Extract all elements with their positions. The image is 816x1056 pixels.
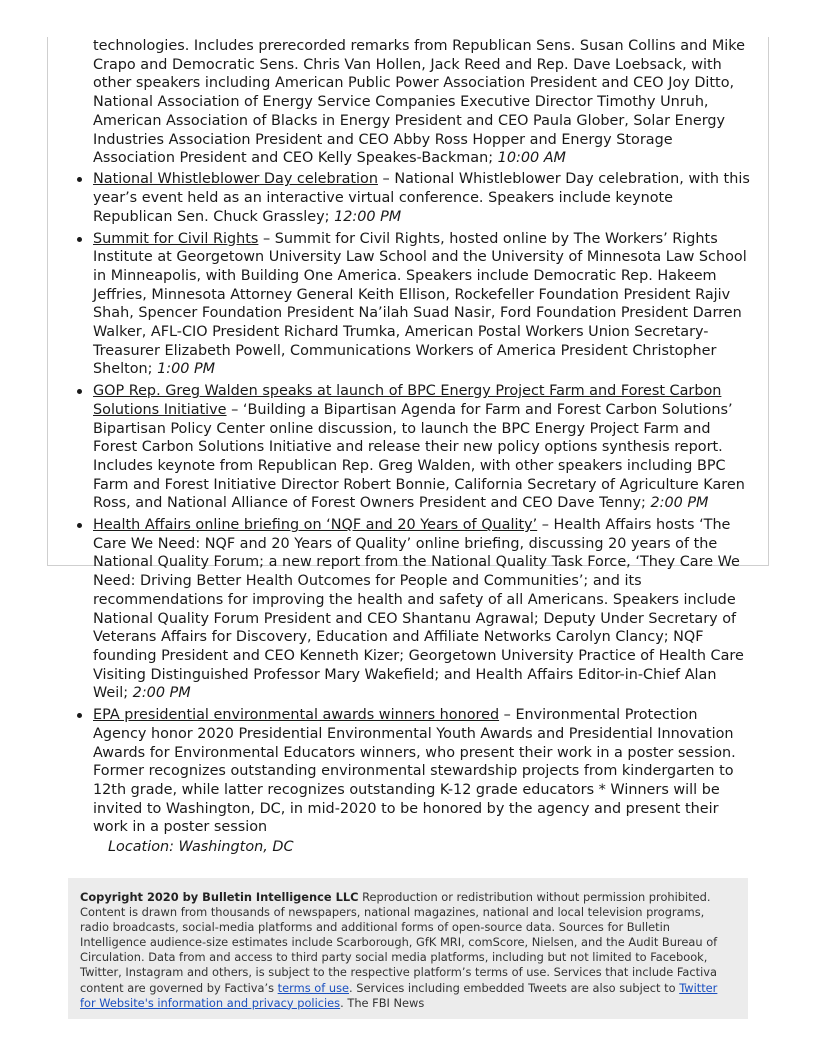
event-time: 12:00 PM	[334, 208, 402, 225]
event-description: – Health Affairs hosts ‘The Care We Need: NQF and 20 Years of Quality’ online briefing, discussing 20 years of the National Quality Forum; a new report from the National Quality Task Force, ‘They Care We Need: Driving Better Health Outcomes for People and Communities’; and its recommendations for improving the health and safety of all Americans. Speakers include National Quality Forum President and CEO Shantanu Agrawal; Deputy Under Secretary of Veterans Affairs for Discovery, Education and Affiliate Networks Carolyn Clancy; NQF founding President and CEO Kenneth Kizer; Georgetown University Practice of Health Care Visiting Distinguished Professor Mary Wakefield; and Health Affairs Editor-in-Chief Alan Weil;	[93, 517, 744, 702]
event-list	[93, 170, 753, 856]
terms-of-use-link[interactable]: terms of use	[277, 980, 350, 995]
event-link[interactable]: Health Affairs online briefing on ‘NQF and 20 Years of Quality’	[93, 517, 538, 534]
event-time: 1:00 PM	[157, 361, 216, 378]
event-description: – Summit for Civil Rights, hosted online by The Workers’ Rights Institute at Georgetown University Law School and the University of Minnesota Law School in Minneapolis, with Building One America. Speakers include Democratic Rep. Hakeem Jeffries, Minnesota Attorney General Keith Ellison, Rockefeller Foundation President Rajiv Shah, Spencer Foundation President Na’ilah Suad Nasir, Ford Foundation President Darren Walker, AFL-CIO President Richard Trumka, American Postal Workers Union Secretary-Treasurer Elizabeth Powell, Communications Workers of America President Christopher Shelton;	[93, 230, 747, 378]
footer-text: Reproduction or redistribution without permission prohibited. Content is drawn from thousands of newspapers, national magazines, national and local television programs, radio broadcasts, social-media platforms and additional forms of open-source data. Sources for Bulletin Intelligence audience-size estimates include Scarborough, GfK MRI, comScore, Nielsen, and the Audit Bureau of Circulation. Data from and access to third party social media platforms, including but not limited to Facebook, Twitter, Instagram and others, is subject to the respective platform’s terms of use. Services that include Factiva content are governed by Factiva’s	[80, 890, 718, 995]
event-description: – Environmental Protection Agency honor 2020 Presidential Environmental Youth Awards and Presidential Innovation Awards for Environmental Educators winners, who present their work in a poster session. Former recognizes outstanding environmental stewardship projects from kindergarten to 12th grade, while latter recognizes outstanding K-12 grade educators * Winners will be invited to Washington, DC, in mid-2020 to be honored by the agency and present their work in a poster session	[93, 707, 736, 836]
copyright-holder: Copyright 2020 by Bulletin Intelligence LLC	[80, 890, 359, 904]
event-time: 10:00 AM	[497, 150, 566, 167]
event-link[interactable]: GOP Rep. Greg Walden speaks at launch of BPC Energy Project Farm and Forest Carbon Solutions Initiative	[93, 383, 722, 418]
event-time: 2:00 PM	[650, 495, 709, 512]
event-description: – National Whistleblower Day celebration, with this year’s event held as an interactive virtual conference. Speakers include keynote Republican Sen. Chuck Grassley;	[93, 171, 750, 225]
list-item	[93, 706, 753, 857]
lead-text: technologies. Includes prerecorded remarks from Republican Sens. Susan Collins and Mike Crapo and Democratic Sens. Chris Van Hollen, Jack Reed and Rep. Dave Loebsack, with other speakers including American Public Power Association President and CEO Joy Ditto, National Association of Energy Service Companies Executive Director Timothy Unruh, American Association of Blacks in Energy President and CEO Paula Glober, Solar Energy Industries Association President and CEO Abby Ross Hopper and Energy Storage Association President and CEO Kelly Speakes-Backman;	[93, 38, 745, 167]
twitter-policy-link[interactable]: Twitter for Website's information and privacy policies	[80, 980, 718, 1010]
list-item	[93, 516, 753, 703]
copyright-footer	[68, 878, 748, 1019]
event-location: Location: Washington, DC	[108, 839, 294, 856]
event-link[interactable]: EPA presidential environmental awards winners honored	[93, 707, 500, 724]
list-item	[93, 170, 753, 226]
list-item	[93, 230, 753, 380]
list-item	[93, 382, 753, 513]
event-time: 2:00 PM	[132, 685, 191, 702]
event-link[interactable]: National Whistleblower Day celebration	[93, 171, 378, 188]
lead-paragraph	[93, 37, 753, 168]
footer-text: . Services including embedded Tweets are also subject to	[349, 980, 680, 995]
footer-text: . The FBI News	[340, 995, 425, 1010]
events-content	[93, 37, 753, 860]
event-description: – ‘Building a Bipartisan Agenda for Farm and Forest Carbon Solutions’ Bipartisan Policy Center online discussion, to launch the BPC Energy Project Farm and Forest Carbon Solutions Initiative and release their new policy options synthesis report. Includes keynote from Republican Rep. Greg Walden, with other speakers including BPC Farm and Forest Initiative Director Robert Bonnie, California Secretary of Agriculture Karen Ross, and National Alliance of Forest Owners President and CEO Dave Tenny;	[93, 401, 745, 512]
event-link[interactable]: Summit for Civil Rights	[93, 230, 259, 247]
